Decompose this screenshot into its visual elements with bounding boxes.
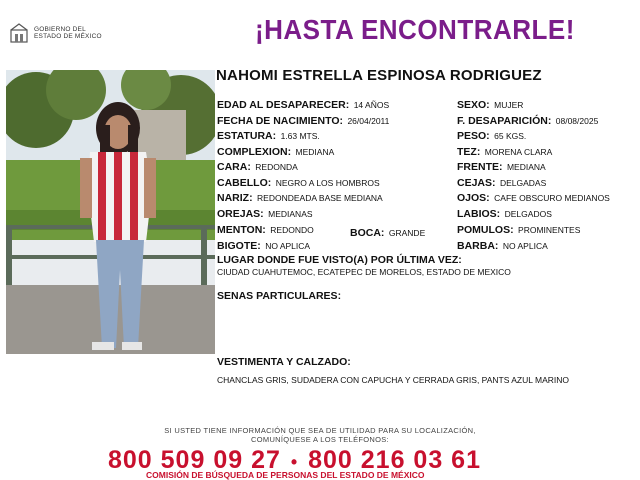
barba-value: NO APLICA	[502, 241, 548, 251]
last-seen-label: LUGAR DONDE FUE VISTO(A) POR ÚLTIMA VEZ:	[217, 254, 462, 266]
photo-illustration	[6, 70, 215, 354]
menton-label: MENTON:	[217, 224, 266, 236]
phone-2[interactable]: 800 216 03 61	[308, 446, 481, 474]
ojos-label: OJOS:	[457, 192, 490, 204]
phone-1[interactable]: 800 509 09 27	[108, 446, 281, 474]
frente-value: MEDIANA	[506, 162, 546, 172]
cabello-value: NEGRO A LOS HOMBROS	[275, 178, 380, 188]
edad-value: 14 AÑOS	[353, 100, 390, 110]
boca-value: GRANDE	[388, 228, 426, 238]
complexion-value: MEDIANA	[295, 147, 335, 157]
phone-separator: •	[290, 452, 299, 472]
menton-value: REDONDO	[270, 225, 314, 235]
info-line-1: SI USTED TIENE INFORMACIÓN QUE SEA DE UTILIDAD PARA SU LOCALIZACIÓN,	[164, 426, 476, 435]
nacimiento-value: 26/04/2011	[347, 116, 390, 126]
cara-label: CARA:	[217, 161, 251, 173]
bigote-value: NO APLICA	[265, 241, 311, 251]
cejas-label: CEJAS:	[457, 177, 496, 189]
pomulos-label: POMULOS:	[457, 224, 514, 236]
desaparicion-value: 08/08/2025	[555, 116, 599, 126]
bigote-label: BIGOTE:	[217, 240, 261, 252]
detail-barba	[457, 236, 548, 254]
sexo-value: MUJER	[494, 100, 524, 110]
pomulos-value: PROMINENTES	[518, 225, 581, 235]
detail-boca	[350, 223, 425, 241]
info-line-2: COMUNÍQUESE A LOS TELÉFONOS:	[251, 435, 389, 444]
desaparicion-label: F. DESAPARICIÓN:	[457, 115, 552, 127]
cejas-value: DELGADAS	[499, 178, 547, 188]
detail-bigote	[217, 236, 310, 254]
boca-label: BOCA:	[350, 227, 385, 239]
peso-value: 65 KGS.	[494, 131, 527, 141]
orejas-value: MEDIANAS	[268, 209, 313, 219]
logo-text-line1: GOBIERNO DEL	[34, 26, 86, 33]
nariz-label: NARIZ:	[217, 192, 253, 204]
distinguishing-marks-label: SENAS PARTICULARES:	[217, 290, 342, 302]
labios-value: DELGADOS	[504, 209, 552, 219]
complexion-label: COMPLEXION:	[217, 146, 292, 158]
estatura-value: 1.63 MTS.	[280, 131, 320, 141]
cabello-label: CABELLO:	[217, 177, 272, 189]
ojos-value: CAFE OBSCURO MEDIANOS	[494, 193, 610, 203]
nariz-value: REDONDEADA BASE MEDIANA	[257, 193, 383, 203]
estatura-label: ESTATURA:	[217, 130, 277, 142]
nacimiento-label: FECHA DE NACIMIENTO:	[217, 115, 343, 127]
tez-label: TEZ:	[457, 146, 481, 158]
last-seen-value: CIUDAD CUAHUTEMOC, ECATEPEC DE MORELOS, ESTADO DE MEXICO	[217, 267, 511, 277]
government-logo	[8, 22, 118, 46]
commission-name: COMISIÓN DE BÚSQUEDA DE PERSONAS DEL ESTADO DE MÉXICO	[146, 470, 425, 480]
sexo-label: SEXO:	[457, 99, 490, 111]
barba-label: BARBA:	[457, 240, 499, 252]
missing-person-photo	[6, 70, 215, 354]
frente-label: FRENTE:	[457, 161, 503, 173]
orejas-label: OREJAS:	[217, 208, 264, 220]
edad-label: EDAD AL DESAPARECER:	[217, 99, 350, 111]
clothing-label: VESTIMENTA Y CALZADO:	[217, 356, 351, 368]
state-crest-icon	[8, 22, 30, 44]
clothing-value: CHANCLAS GRIS, SUDADERA CON CAPUCHA Y CERRADA GRIS, PANTS AZUL MARINO	[217, 375, 570, 385]
logo-text-line2: ESTADO DE MÉXICO	[34, 33, 102, 40]
cara-value: REDONDA	[255, 162, 298, 172]
peso-label: PESO:	[457, 130, 490, 142]
person-name: NAHOMI ESTRELLA ESPINOSA RODRIGUEZ	[216, 67, 542, 84]
headline: ¡HASTA ENCONTRARLE!	[255, 14, 575, 45]
labios-label: LABIOS:	[457, 208, 501, 220]
tez-value: MORENA CLARA	[484, 147, 553, 157]
